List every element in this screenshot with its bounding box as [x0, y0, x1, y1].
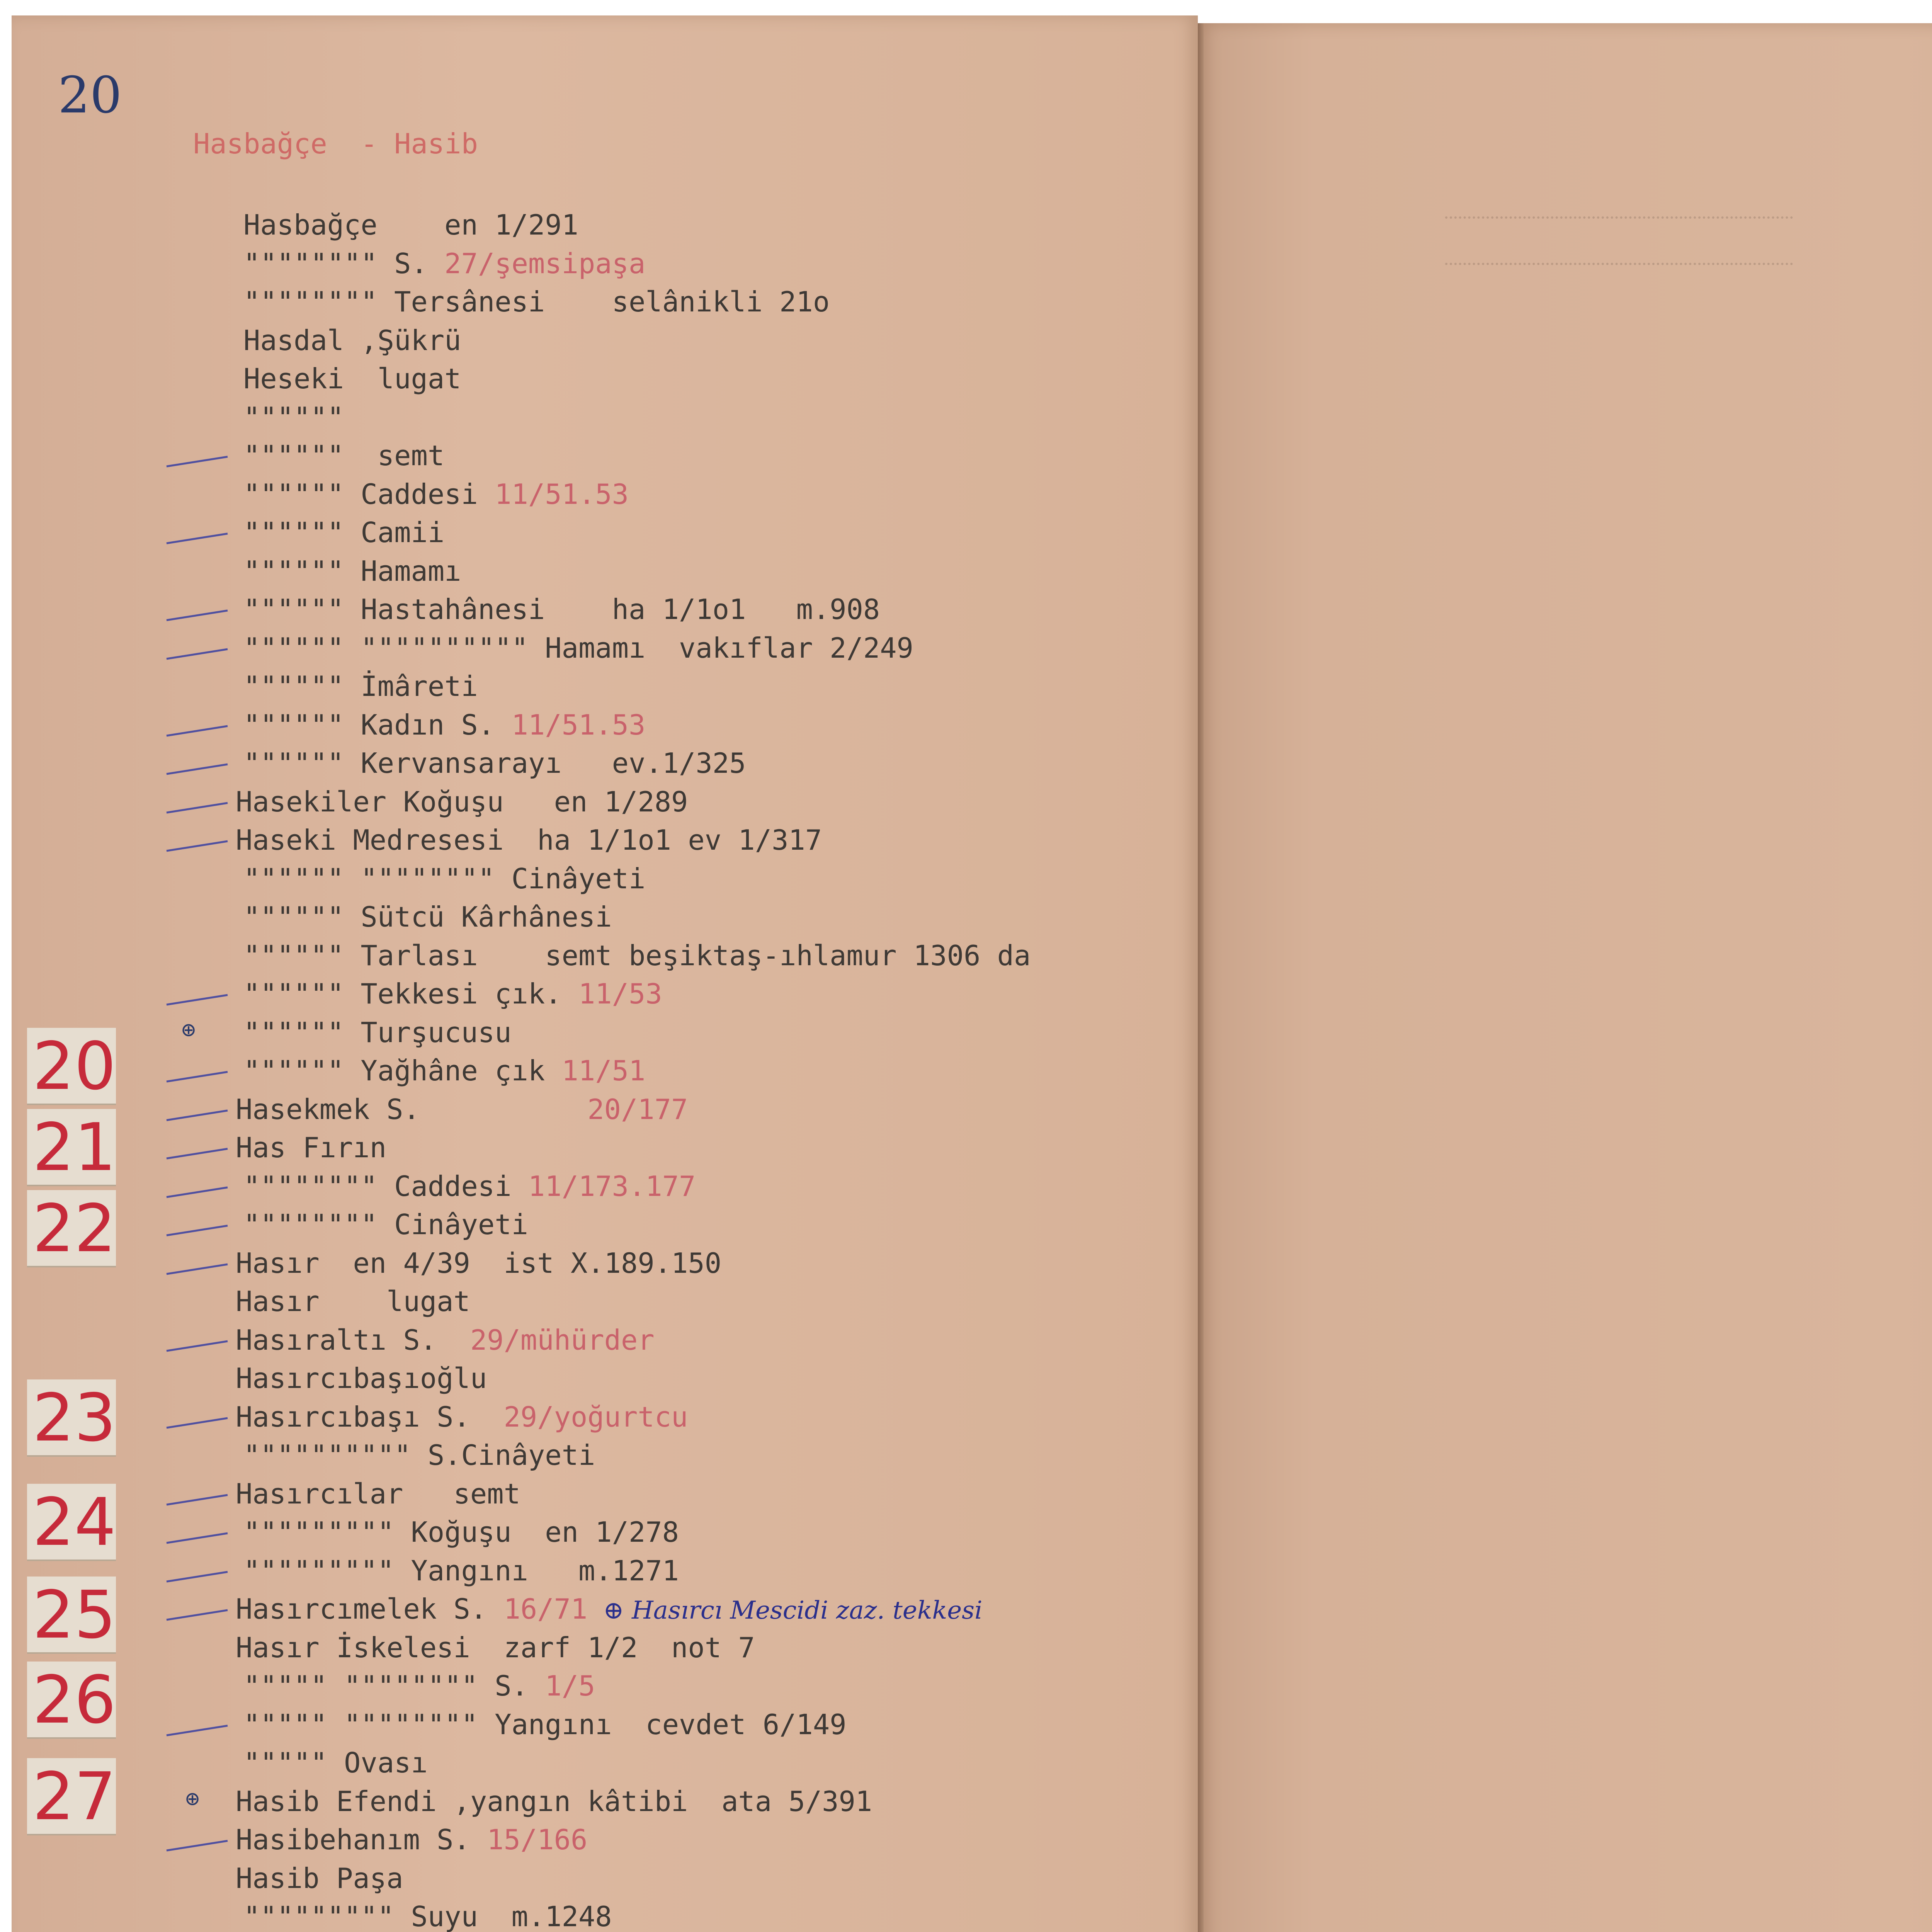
entry-line [243, 632, 913, 664]
entry-text: """"" """""""" Yangını cevdet 6/149 [243, 1708, 847, 1741]
checkmark-tick [167, 1609, 228, 1621]
entry-reference-red: 11/51.53 [511, 708, 646, 741]
entry-line [236, 1324, 655, 1356]
entry-line [243, 862, 645, 895]
entry-reference-red: 29/yoğurtcu [503, 1400, 688, 1433]
entry-line [243, 901, 612, 933]
checkmark-tick [167, 1725, 228, 1736]
checkmark-tick [167, 648, 228, 660]
entry-text: Hasekiler Koğuşu en 1/289 [236, 785, 688, 818]
entry-reference-red: 20/177 [587, 1093, 688, 1126]
entry-line [236, 1131, 386, 1164]
checkmark-tick [167, 1840, 228, 1852]
entry-line [243, 1900, 612, 1932]
checkmark-tick [167, 994, 228, 1006]
entry-line [243, 1439, 595, 1471]
entry-text: """""" Camii [243, 516, 445, 549]
entry-reference-red: 11/51 [561, 1054, 646, 1087]
entry-text: Hasır lugat [236, 1285, 470, 1318]
bleed-through [1445, 216, 1793, 220]
entry-text: """""" İmâreti [243, 670, 478, 702]
checkmark-tick [167, 1071, 228, 1083]
margin-number-tab: 20 [27, 1028, 116, 1105]
entry-text: Hasır en 4/39 ist X.189.150 [236, 1247, 722, 1279]
entry-text: Hasibehanım S. [236, 1823, 487, 1856]
entry-text: Hasbağçe en 1/291 [243, 209, 578, 241]
entry-reference-red: 11/173.177 [528, 1170, 696, 1202]
handwritten-note: ⊕ Hasırcı Mescidi zaz. tekkesi [587, 1596, 983, 1625]
entry-line [243, 1208, 528, 1241]
margin-number-tab: 23 [27, 1379, 116, 1457]
entry-text: """""" Turşucusu [243, 1016, 512, 1049]
entry-text: """""" Hamamı [243, 554, 461, 587]
entry-text: """""" """""""""" Hamamı vakıflar 2/249 [243, 631, 913, 664]
entry-reference-red: 16/71 [503, 1593, 588, 1625]
entry-reference-red: 29/mühürder [470, 1323, 655, 1356]
margin-number-tab: 24 [27, 1484, 116, 1561]
checkmark-tick [167, 1494, 228, 1505]
entry-line [243, 516, 444, 549]
entry-text: """""" [243, 401, 344, 434]
checkmark-tick [167, 456, 228, 468]
checkmark-tick [167, 1340, 228, 1352]
entry-line [243, 1016, 512, 1049]
entry-line [243, 593, 880, 626]
entry-text: Has Fırın [236, 1131, 387, 1164]
checkmark-tick [167, 1186, 228, 1198]
checkmark-tick [167, 1148, 228, 1160]
entry-text: """""" Hastahânesi ha 1/1o1 m.908 [243, 593, 880, 626]
entry-line [236, 1247, 721, 1279]
entry-line [243, 709, 645, 741]
margin-number-tab: 25 [27, 1577, 116, 1654]
entry-text: Hasdal ,Şükrü [243, 324, 461, 357]
entry-line [243, 1516, 679, 1548]
entry-text: """""" Kervansarayı ev.1/325 [243, 747, 746, 779]
entry-text: """""" Sütcü Kârhânesi [243, 901, 612, 933]
entry-text: Hasırcıbaşıoğlu [236, 1362, 487, 1395]
entry-line [243, 1170, 696, 1202]
entry-text: """""""" Cinâyeti [243, 1208, 528, 1241]
entry-line [243, 286, 830, 318]
page-header: Hasbağçe - Hasib [193, 128, 478, 160]
entry-line [236, 1593, 982, 1625]
checkmark-tick [167, 725, 228, 736]
entry-line [243, 670, 478, 702]
entry-text: Hasırcılar semt [236, 1477, 520, 1510]
entry-text: Hasib Paşa [236, 1862, 403, 1895]
entry-text: Hasıraltı S. [236, 1323, 470, 1356]
checkmark-tick [167, 764, 228, 775]
entry-line [236, 824, 822, 856]
page-number: 20 [58, 66, 122, 124]
entry-line [243, 1670, 595, 1702]
entry-line [236, 1631, 755, 1664]
entry-reference-red: 11/53 [578, 978, 662, 1010]
entry-reference-red: 27/şemsipaşa [444, 247, 646, 280]
entry-line [243, 939, 1031, 972]
entry-line [236, 1478, 520, 1510]
entry-line [236, 1823, 587, 1856]
entry-line [243, 247, 645, 280]
entry-line [243, 439, 444, 472]
entry-text: """"" Ovası [243, 1747, 428, 1779]
margin-number-tab: 21 [27, 1109, 116, 1186]
entry-text: Hasib Efendi ,yangın kâtibi ata 5/391 [236, 1785, 872, 1818]
entry-line [243, 978, 662, 1010]
entry-line [243, 324, 461, 357]
entry-reference-red: 11/51.53 [495, 478, 629, 510]
entry-text: """""" """""""" Cinâyeti [243, 862, 646, 895]
checkmark-tick [167, 533, 228, 544]
entry-line [243, 362, 461, 395]
checkmark-tick [167, 1532, 228, 1544]
entry-text: """"""""" Koğuşu en 1/278 [243, 1516, 679, 1548]
entry-line [243, 1054, 645, 1087]
entry-line [236, 786, 688, 818]
entry-line [243, 747, 746, 779]
entry-text: Hasekmek S. [236, 1093, 588, 1126]
entry-line [243, 1554, 679, 1587]
margin-number-tab: 26 [27, 1662, 116, 1739]
left-page [12, 15, 1198, 1932]
entry-text: """""""""" S.Cinâyeti [243, 1439, 595, 1471]
entry-line [243, 1708, 847, 1741]
right-page [1198, 23, 1932, 1932]
circle-plus-mark: ⊕ [182, 1016, 196, 1043]
bleed-through [1445, 263, 1793, 267]
entry-reference-red: 15/166 [487, 1823, 588, 1856]
entry-text: """""" Tarlası semt beşiktaş-ıhlamur 1306 da [243, 939, 1031, 972]
margin-number-tab: 22 [27, 1190, 116, 1267]
checkmark-tick [167, 610, 228, 621]
checkmark-tick [167, 1109, 228, 1121]
entry-line [243, 555, 461, 587]
checkmark-tick [167, 1225, 228, 1236]
entry-line [236, 1362, 487, 1395]
checkmark-tick [167, 840, 228, 852]
checkmark-tick [167, 1417, 228, 1429]
entry-line [243, 478, 629, 510]
checkmark-tick [167, 802, 228, 813]
circle-plus-mark: ⊕ [185, 1785, 200, 1812]
entry-text: Hasırcıbaşı S. [236, 1400, 504, 1433]
entry-text: """""""" S. [243, 247, 445, 280]
entry-line [236, 1401, 688, 1433]
entry-text: """"" """""""" S. [243, 1670, 545, 1702]
entry-text: """"""""" Yangını m.1271 [243, 1554, 679, 1587]
entry-text: """""""" Tersânesi selânikli 21o [243, 286, 830, 318]
checkmark-tick [167, 1571, 228, 1582]
entry-reference-red: 1/5 [545, 1670, 595, 1702]
margin-number-tab: 27 [27, 1758, 116, 1835]
entry-text: Haseki Medresesi ha 1/1o1 ev 1/317 [236, 824, 822, 856]
entry-text: Hasırcımelek S. [236, 1593, 504, 1625]
entry-text: Heseki lugat [243, 362, 461, 395]
entry-line [243, 401, 344, 434]
checkmark-tick [167, 1263, 228, 1275]
entry-text: """""" Tekkesi çık. [243, 978, 578, 1010]
entry-text: Hasır İskelesi zarf 1/2 not 7 [236, 1631, 755, 1664]
entry-text: """""" semt [243, 439, 445, 472]
entry-line [243, 209, 578, 241]
entry-text: """""" Caddesi [243, 478, 495, 510]
entry-line [236, 1285, 470, 1318]
entry-text: """""" Yağhâne çık [243, 1054, 562, 1087]
entry-line [236, 1785, 872, 1818]
entry-text: """""" Kadın S. [243, 708, 512, 741]
entry-line [236, 1093, 688, 1126]
entry-line [236, 1862, 403, 1895]
entry-text: """"""""" Suyu m.1248 [243, 1900, 612, 1932]
entry-line [243, 1747, 428, 1779]
entry-text: """""""" Caddesi [243, 1170, 528, 1202]
